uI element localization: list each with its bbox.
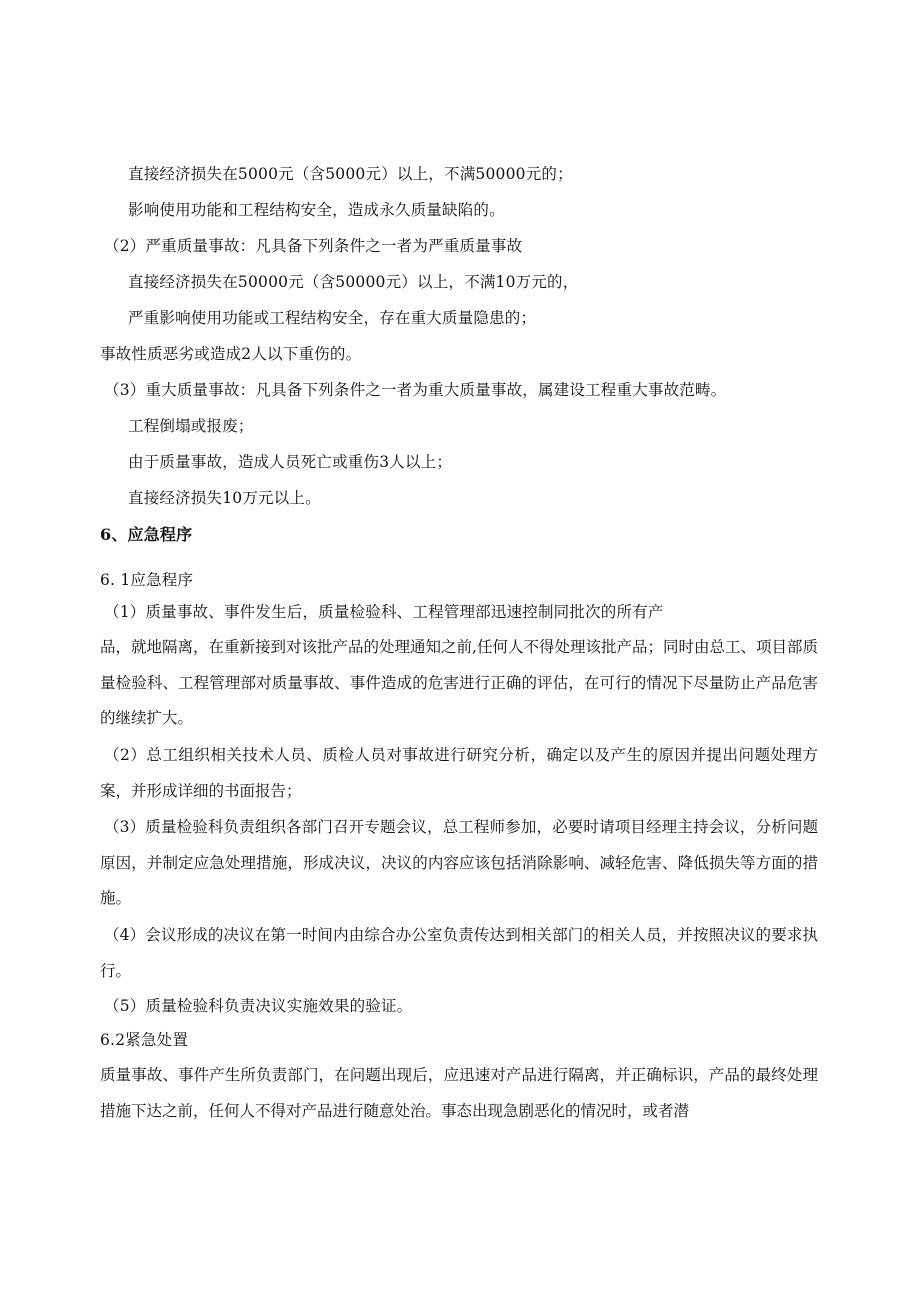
paragraph-first-line: （1）质量事故、事件发生后，质量检验科、工程管理部迅速控制同批次的所有产 (104, 603, 664, 621)
text-line: 直接经济损失10万元以上。 (128, 489, 321, 507)
paragraph: 品，就地隔离，在重新接到对该批产品的处理通知之前,任何人不得处理该批产品；同时由总工、项目部质量检验科、工程管理部对质量事故、事件造成的危害进行正确的评估，在可行的情况下尽量防止产品危害的继续扩大。 (100, 638, 818, 727)
text-line: 工程倒塌或报废； (128, 417, 254, 435)
text-line: 事故性质恶劣或造成2人以下重伤的。 (100, 345, 362, 363)
subsection-heading: 6.2紧急处置 (100, 1031, 189, 1049)
text-line: 由于质量事故，造成人员死亡或重伤3人以上； (128, 453, 453, 471)
paragraph: （5）质量检验科负责决议实施效果的验证。 (104, 997, 413, 1015)
section-heading: 6、应急程序 (100, 525, 193, 544)
paragraph: （2）总工组织相关技术人员、质检人员对事故进行研究分析，确定以及产生的原因并提出问题处理方案，并形成详细的书面报告； (100, 746, 818, 800)
text-line: 直接经济损失在50000元（含50000元）以上，不满10万元的， (128, 273, 579, 291)
text-line: 严重影响使用功能或工程结构安全，存在重大质量隐患的； (128, 309, 537, 327)
paragraph: （3）质量检验科负责组织各部门召开专题会议，总工程师参加，必要时请项目经理主持会议，分析问题原因，并制定应急处理措施，形成决议，决议的内容应该包括消除影响、减轻危害、降低损失等方面的措施。 (100, 818, 818, 907)
text-line: （3）重大质量事故：凡具备下列条件之一者为重大质量事故，属建设工程重大事故范畴。 (104, 381, 727, 399)
paragraph: （4）会议形成的决议在第一时间内由综合办公室负责传达到相关部门的相关人员，并按照决议的要求执行。 (100, 926, 818, 980)
subsection-heading: 6. 1应急程序 (100, 571, 194, 589)
text-line: 影响使用功能和工程结构安全，造成永久质量缺陷的。 (128, 201, 505, 219)
paragraph: 质量事故、事件产生所负责部门，在问题出现后，应迅速对产品进行隔离，并正确标识，产品的最终处理措施下达之前，任何人不得对产品进行随意处治。事态出现急剧恶化的情况时，或者潜 (100, 1066, 818, 1120)
text-line: （2）严重质量事故：凡具备下列条件之一者为严重质量事故 (104, 237, 523, 255)
text-line: 直接经济损失在5000元（含5000元）以上，不满50000元的； (128, 165, 573, 183)
